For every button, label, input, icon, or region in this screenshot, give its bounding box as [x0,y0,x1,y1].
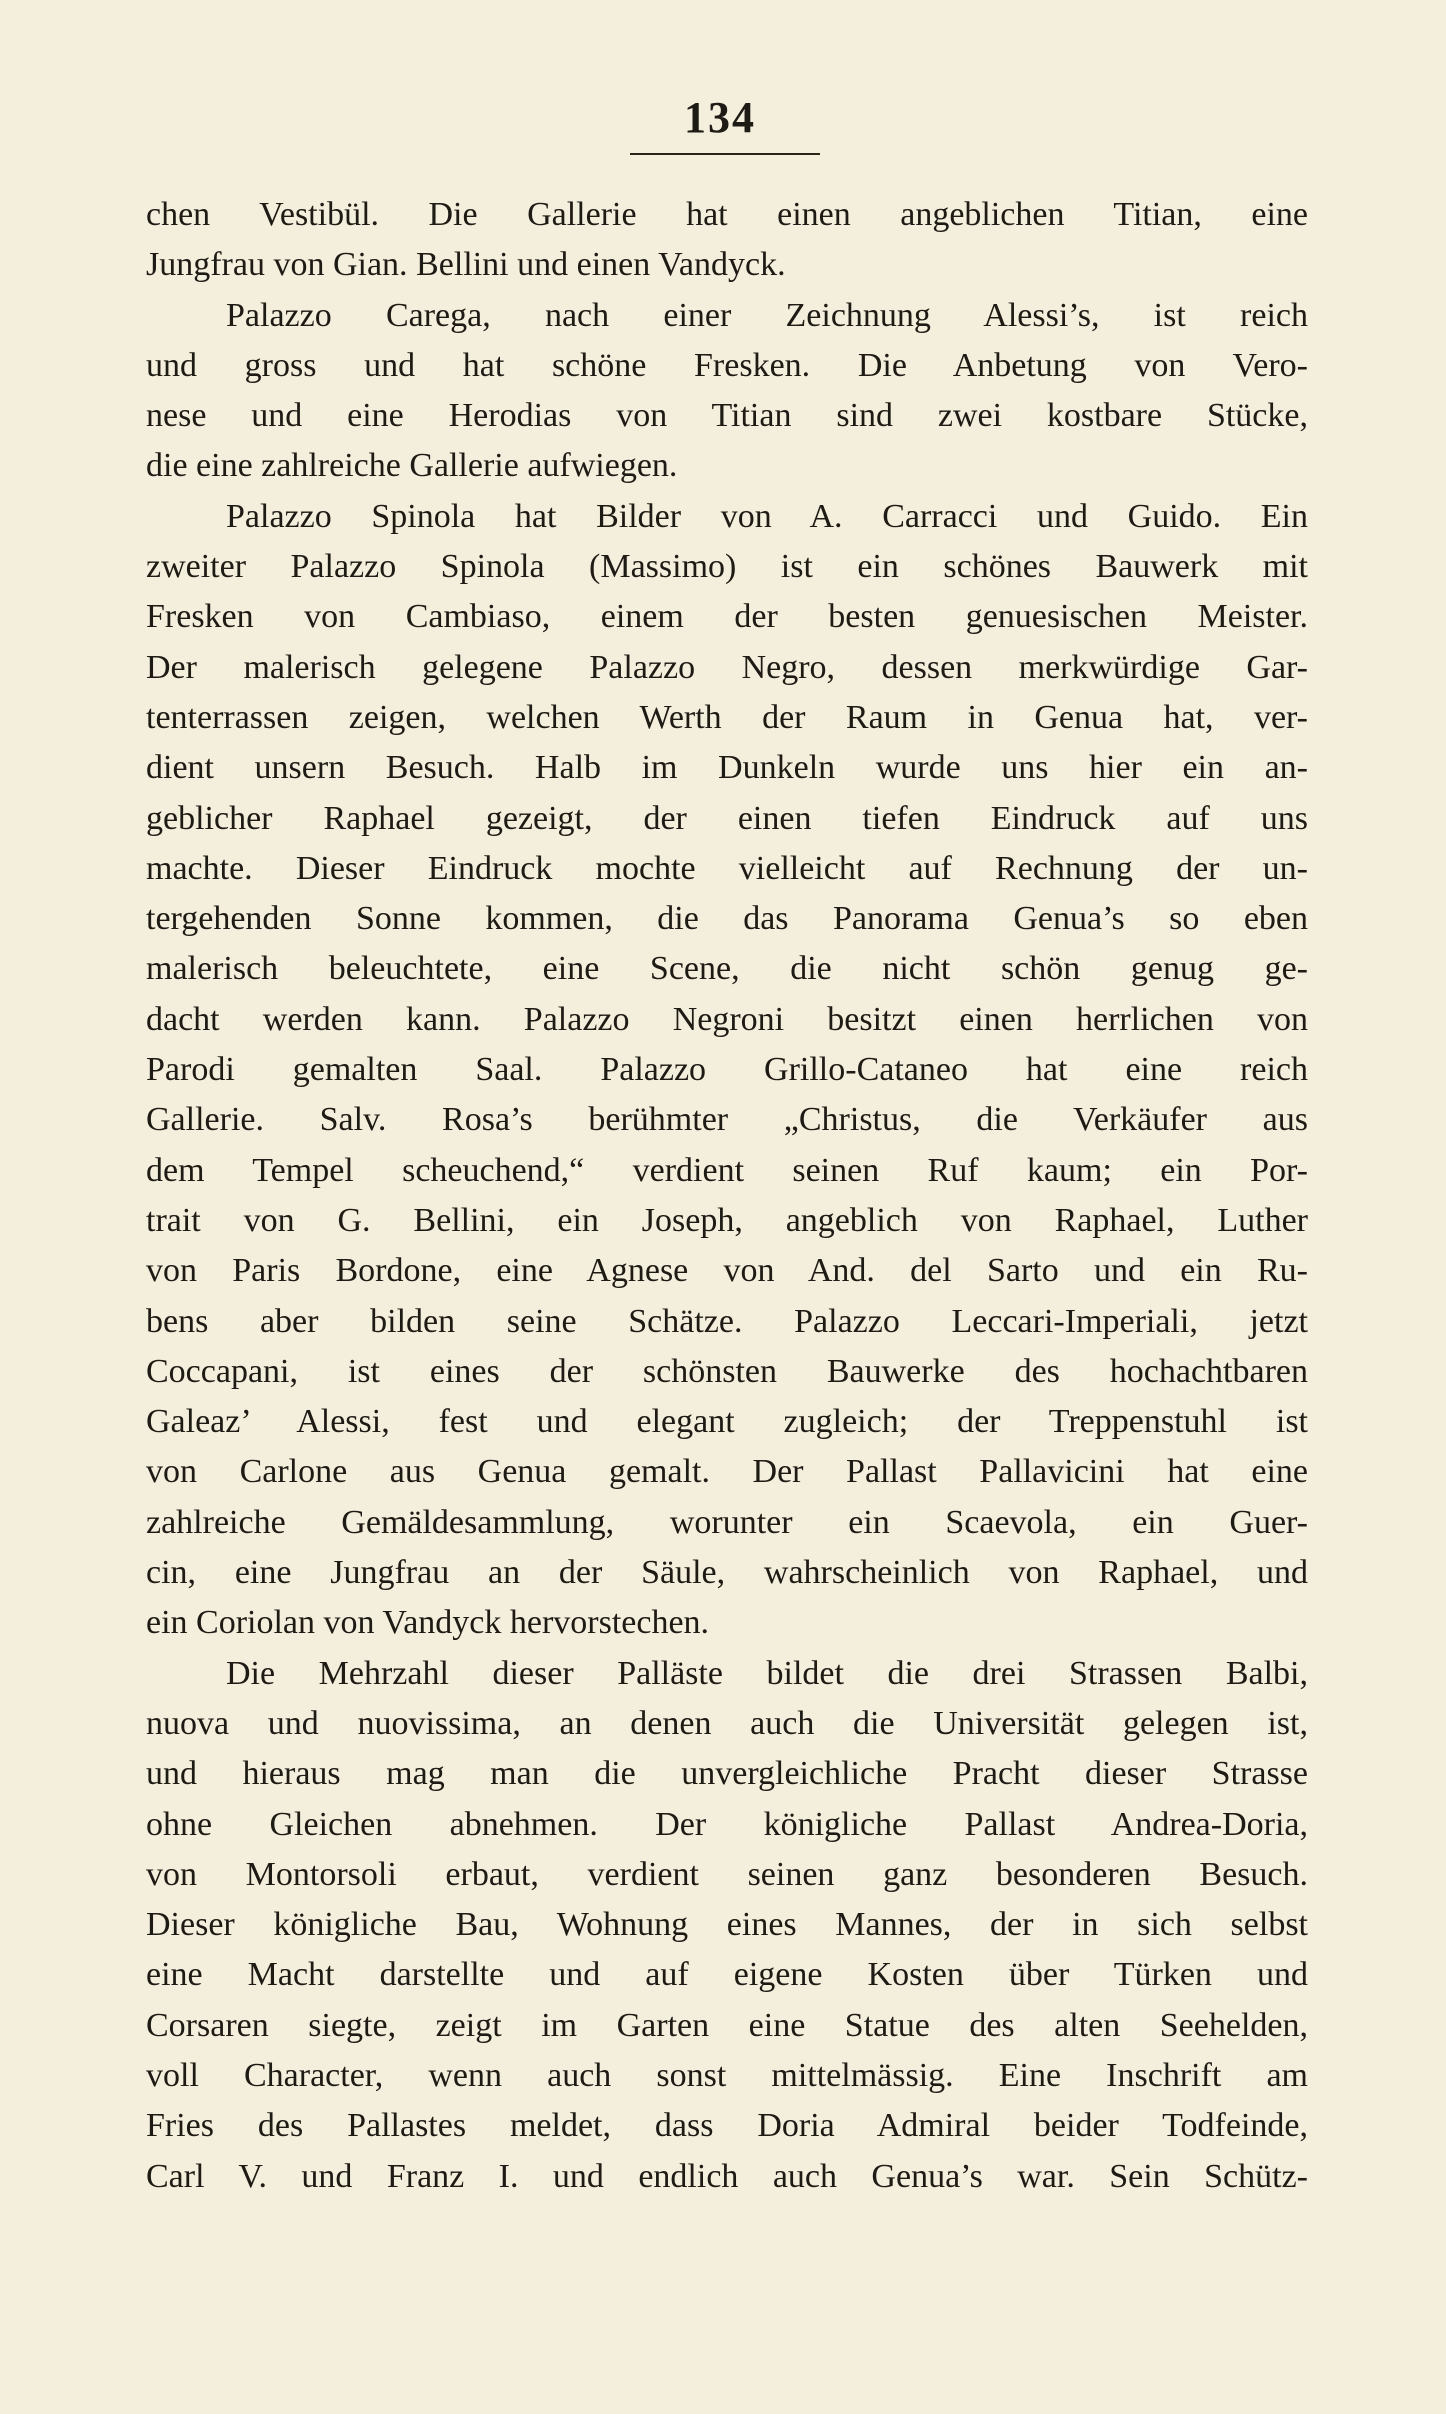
text-line: die eine zahlreiche Gallerie aufwiegen. [146,447,678,485]
text-line: nese und eine Herodias von Titian sind zwei kostbare Stücke, [146,397,1308,435]
text-line: tenterrassen zeigen, welchen Werth der Raum in Genua hat, ver- [146,698,1308,736]
text-line: Coccapani, ist eines der schönsten Bauwerke des hochachtbaren [146,1352,1308,1390]
text-line: Dieser königliche Bau, Wohnung eines Mannes, der in sich selbst [146,1906,1308,1944]
text-line: Gallerie. Salv. Rosa’s berühmter „Christus, die Verkäufer aus [146,1101,1308,1139]
text-line: Galeaz’ Alessi, fest und elegant zugleich; der Treppenstuhl ist [146,1403,1308,1441]
text-line: Jungfrau von Gian. Bellini und einen Vandyck. [146,246,786,284]
text-line: tergehenden Sonne kommen, die das Panorama Genua’s so eben [146,900,1308,938]
text-line: nuova und nuovissima, an denen auch die Universität gelegen ist, [146,1704,1308,1742]
text-line: Carl V. und Franz I. und endlich auch Genua’s war. Sein Schütz- [146,2157,1308,2195]
body-text [146,190,1308,2202]
text-line: Palazzo Spinola hat Bilder von A. Carracci und Guido. Ein [226,497,1308,535]
text-line: voll Character, wenn auch sonst mittelmässig. Eine Inschrift am [146,2056,1308,2094]
text-line: Fresken von Cambiaso, einem der besten genuesischen Meister. [146,598,1308,636]
text-line: Parodi gemalten Saal. Palazzo Grillo-Cataneo hat eine reich [146,1051,1308,1089]
text-line: ein Coriolan von Vandyck hervorstechen. [146,1604,710,1642]
text-line: ohne Gleichen abnehmen. Der königliche Pallast Andrea-Doria, [146,1805,1308,1843]
text-line: zweiter Palazzo Spinola (Massimo) ist ein schönes Bauwerk mit [146,548,1308,586]
header-rule [630,153,820,155]
text-line: von Montorsoli erbaut, verdient seinen ganz besonderen Besuch. [146,1855,1308,1893]
text-line: Der malerisch gelegene Palazzo Negro, dessen merkwürdige Gar- [146,648,1308,686]
text-line: von Carlone aus Genua gemalt. Der Pallast Pallavicini hat eine [146,1453,1308,1491]
text-line: chen Vestibül. Die Gallerie hat einen angeblichen Titian, eine [146,196,1308,233]
text-line: dient unsern Besuch. Halb im Dunkeln wurde uns hier ein an- [146,749,1308,787]
text-line: Fries des Pallastes meldet, dass Doria Admiral beider Todfeinde, [146,2107,1308,2145]
text-line: und gross und hat schöne Fresken. Die Anbetung von Vero- [146,346,1308,384]
text-line: geblicher Raphael gezeigt, der einen tiefen Eindruck auf uns [146,799,1308,837]
text-line: von Paris Bordone, eine Agnese von And. del Sarto und ein Ru- [146,1252,1308,1290]
text-line: malerisch beleuchtete, eine Scene, die nicht schön genug ge- [146,950,1308,988]
text-line: trait von G. Bellini, ein Joseph, angeblich von Raphael, Luther [146,1201,1308,1239]
text-line: eine Macht darstellte und auf eigene Kosten über Türken und [146,1956,1308,1994]
text-line: Palazzo Carega, nach einer Zeichnung Alessi’s, ist reich [226,296,1308,334]
text-line: zahlreiche Gemäldesammlung, worunter ein Scaevola, ein Guer- [146,1503,1308,1541]
text-line: und hieraus mag man die unvergleichliche Pracht dieser Strasse [146,1755,1308,1793]
text-line: Corsaren siegte, zeigt im Garten eine Statue des alten Seehelden, [146,2006,1308,2044]
text-line: bens aber bilden seine Schätze. Palazzo Leccari-Imperiali, jetzt [146,1302,1308,1340]
page-number: 134 [684,93,756,142]
text-line: dacht werden kann. Palazzo Negroni besitzt einen herrlichen von [146,1000,1308,1038]
text-line: Die Mehrzahl dieser Palläste bildet die drei Strassen Balbi, [226,1654,1308,1692]
text-line: machte. Dieser Eindruck mochte vielleicht auf Rechnung der un- [146,849,1308,887]
text-line: cin, eine Jungfrau an der Säule, wahrscheinlich von Raphael, und [146,1554,1308,1592]
text-line: dem Tempel scheuchend,“ verdient seinen Ruf kaum; ein Por- [146,1151,1308,1189]
